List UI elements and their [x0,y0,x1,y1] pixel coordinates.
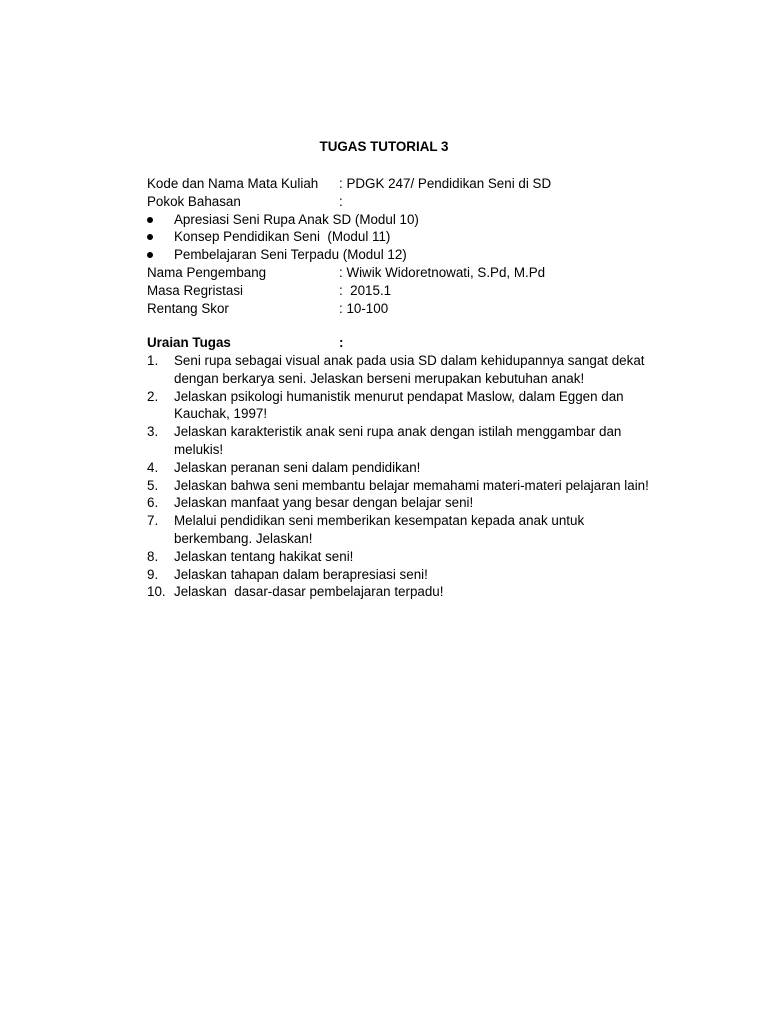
task-text: Jelaskan dasar-dasar pembelajaran terpadu! [174,584,444,600]
bullet-icon [147,217,153,223]
task-text: Melalui pendidikan seni memberikan kesempatan kepada anak untuk berkembang. Jelaskan! [174,513,585,546]
developer-value: : Wiwik Widoretnowati, S.Pd, M.Pd [339,264,546,280]
task-number: 4. [147,459,159,475]
task-item [147,566,657,584]
task-item [147,459,657,477]
topic-item [147,246,667,264]
task-item [147,512,657,548]
bullet-icon [147,234,153,240]
task-number: 1. [147,353,159,368]
tasks-label: Uraian Tugas [147,335,231,350]
task-item [147,548,657,566]
task-text: Jelaskan tahapan dalam berapresiasi seni! [174,566,428,582]
task-text: Seni rupa sebagai visual anak pada usia SD dalam kehidupannya sangat dekat dengan berkarya seni. Jelaskan berseni merupakan kebutuhan anak! [174,353,645,386]
task-text: Jelaskan peranan seni dalam pendidikan! [174,459,421,475]
topic-label: Pokok Bahasan [147,193,241,209]
course-info [147,175,667,317]
developer-row [147,264,667,282]
task-item [147,388,657,424]
course-row [147,175,667,193]
task-number: 8. [147,548,159,564]
bullet-icon [147,252,153,258]
task-item [147,423,657,459]
task-text: Jelaskan manfaat yang besar dengan belajar seni! [174,495,474,511]
topic-item-label: Apresiasi Seni Rupa Anak SD (Modul 10) [174,211,419,227]
task-number: 7. [147,513,159,529]
developer-label: Nama Pengembang [147,264,267,280]
task-number: 5. [147,477,159,493]
task-number: 3. [147,424,159,440]
task-list [147,352,657,601]
tasks-colon: : [339,335,344,350]
topic-item [147,211,667,229]
task-item [147,583,657,601]
score-label: Rentang Skor [147,300,229,316]
document-title: TUGAS TUTORIAL 3 [319,139,449,154]
course-value: : PDGK 247/ Pendidikan Seni di SD [339,176,552,191]
topic-item [147,228,667,246]
task-number: 9. [147,566,159,582]
tasks-heading [147,334,667,352]
topic-item-label: Pembelajaran Seni Terpadu (Modul 12) [174,247,407,263]
task-number: 6. [147,495,159,511]
registration-label: Masa Regristasi [147,282,243,298]
task-number: 2. [147,388,159,404]
registration-value: : 2015.1 [339,282,392,298]
task-item [147,477,657,495]
task-item [147,494,657,512]
course-label: Kode dan Nama Mata Kuliah [147,176,319,191]
score-value: : 10-100 [339,300,389,316]
task-text: Jelaskan karakteristik anak seni rupa anak dengan istilah menggambar dan melukis! [174,424,622,457]
task-text: Jelaskan bahwa seni membantu belajar memahami materi-materi pelajaran lain! [174,477,649,493]
topic-colon: : [339,193,343,209]
task-text: Jelaskan tentang hakikat seni! [174,548,354,564]
task-item [147,352,657,388]
score-row [147,300,667,318]
topic-row [147,193,667,211]
task-number: 10. [147,584,166,600]
topic-list [147,211,667,264]
registration-row [147,282,667,300]
task-text: Jelaskan psikologi humanistik menurut pendapat Maslow, dalam Eggen dan Kauchak, 1997! [174,388,624,422]
topic-item-label: Konsep Pendidikan Seni (Modul 11) [174,229,391,245]
